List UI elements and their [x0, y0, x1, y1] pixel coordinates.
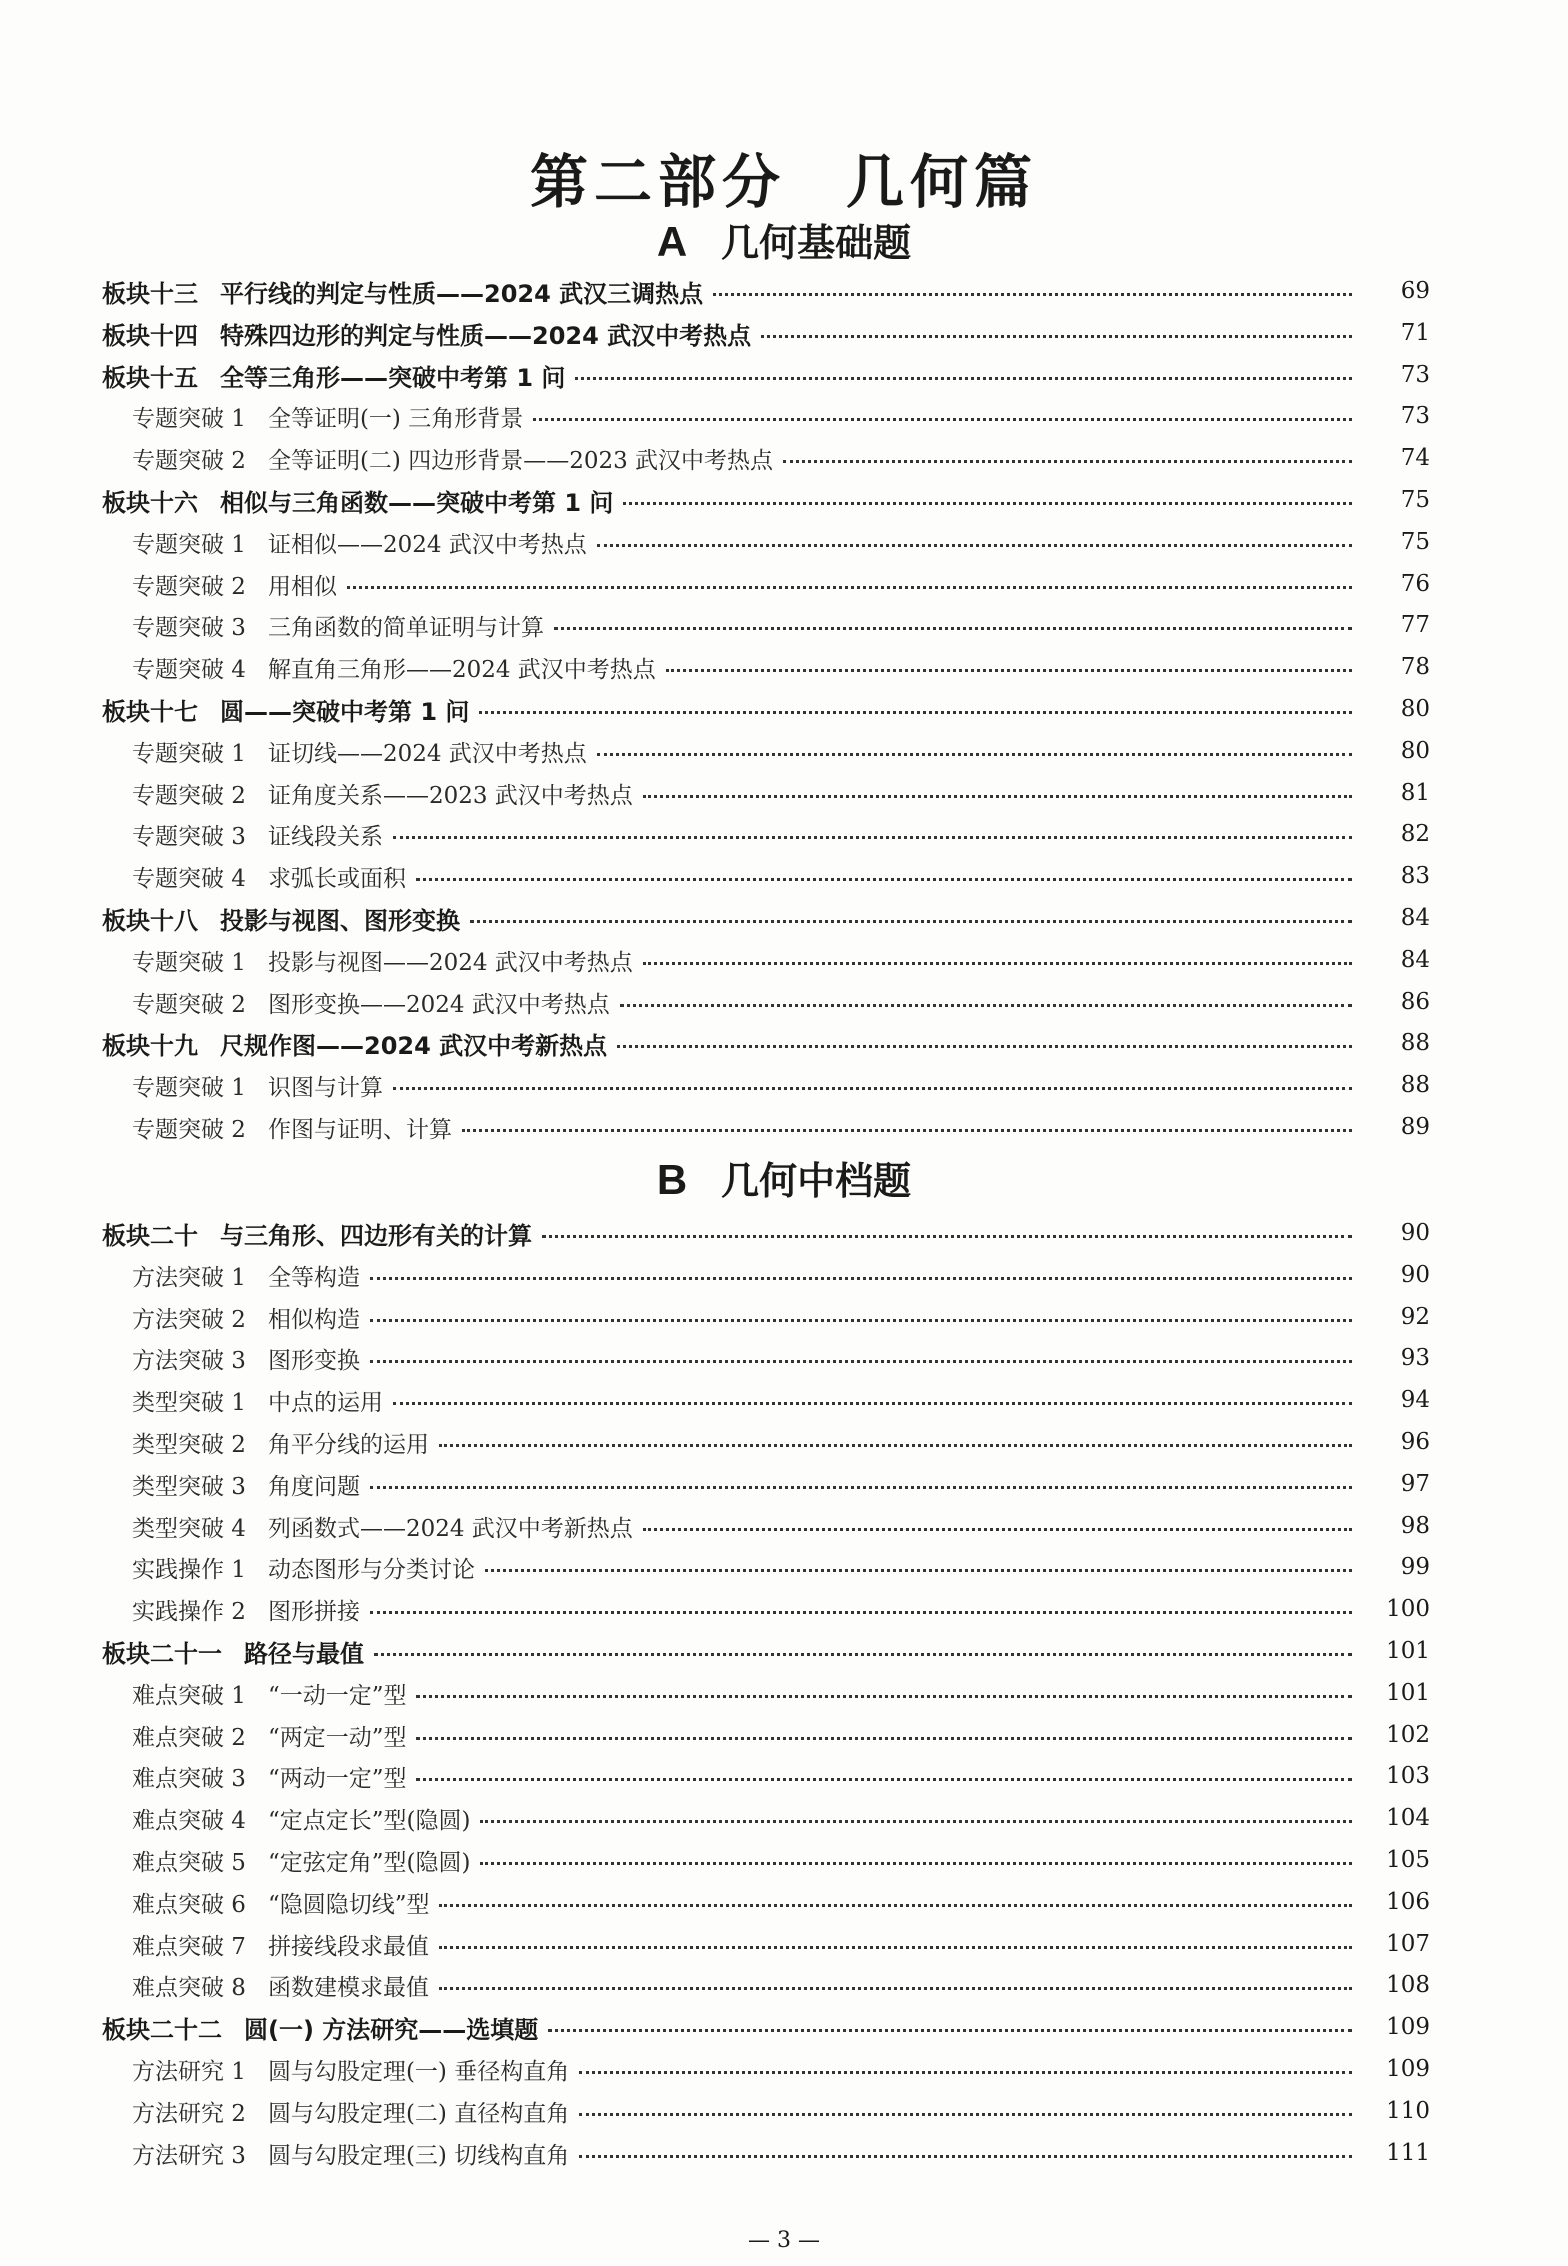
toc-entry-page: 109	[1386, 2014, 1430, 2040]
toc-entry-title: 证角度关系——2023 武汉中考热点	[267, 782, 633, 809]
toc-entry-label: 板块十三	[102, 279, 198, 308]
toc-entry-text	[132, 1426, 429, 1459]
toc-entry-label: 专题突破 4	[132, 865, 246, 892]
toc-entry-page: 100	[1386, 1596, 1430, 1622]
toc-entry-title: 证线段关系	[267, 823, 383, 850]
toc-entry-topic[interactable]	[0, 1421, 1568, 1463]
toc-entry-label: 方法突破 1	[132, 1264, 246, 1291]
toc-entry-text	[102, 2010, 538, 2045]
dot-leader	[761, 333, 1352, 338]
dot-leader	[439, 1944, 1352, 1949]
toc-entry-page: 101	[1386, 1638, 1430, 1664]
toc-entry-text	[132, 651, 656, 684]
dot-leader	[370, 1609, 1352, 1614]
part-name: 几何篇	[846, 148, 1039, 216]
toc-entry-title: 圆与勾股定理(三) 切线构直角	[267, 2142, 570, 2169]
toc-entry-page: 97	[1400, 1471, 1430, 1497]
dot-leader	[617, 1043, 1352, 1048]
toc-entry-block[interactable]	[0, 1022, 1568, 1064]
toc-entry-text	[132, 1301, 360, 1334]
section-name: 几何中档题	[721, 1159, 912, 1203]
toc-entry-text	[132, 1259, 360, 1292]
toc-entry-title: “定点定长”型(隐圆)	[267, 1807, 471, 1834]
toc-entry-title: 全等三角形——突破中考第 1 问	[220, 363, 566, 392]
toc-entry-topic[interactable]	[0, 1797, 1568, 1839]
part-label: 第二部分	[529, 148, 786, 216]
toc-entry-label: 专题突破 1	[132, 531, 246, 558]
toc-entry-title: 列函数式——2024 武汉中考新热点	[267, 1515, 633, 1542]
dot-leader	[542, 1233, 1352, 1238]
dot-leader	[713, 291, 1352, 296]
toc-entry-page: 86	[1400, 989, 1430, 1015]
toc-entry-text	[132, 2095, 569, 2128]
toc-entry-topic[interactable]	[0, 521, 1568, 563]
toc-entry-page: 75	[1400, 529, 1430, 555]
dot-leader	[643, 1526, 1352, 1531]
toc-entry-page: 94	[1400, 1387, 1430, 1413]
toc-entry-page: 88	[1400, 1030, 1430, 1056]
dot-leader	[347, 584, 1352, 589]
toc-entry-title: 投影与视图、图形变换	[220, 906, 460, 935]
toc-entry-label: 板块十九	[102, 1031, 198, 1060]
toc-entry-page: 98	[1400, 1513, 1430, 1539]
toc-entry-text	[132, 860, 406, 893]
toc-entry-block[interactable]	[0, 354, 1568, 396]
toc-entry-text	[132, 1677, 406, 1710]
toc-entry-page: 92	[1400, 1304, 1430, 1330]
dot-leader	[620, 1002, 1352, 1007]
toc-entry-page: 76	[1400, 571, 1430, 597]
toc-entry-title: 作图与证明、计算	[267, 1116, 452, 1143]
section-letter: B	[656, 1156, 688, 1203]
toc-entry-page: 80	[1400, 738, 1430, 764]
toc-entry-text	[132, 2053, 569, 2086]
toc-entry-label: 专题突破 1	[132, 405, 246, 432]
toc-entry-topic[interactable]	[0, 1505, 1568, 1547]
toc-entry-label: 板块十六	[102, 488, 198, 517]
toc-entry-page: 96	[1400, 1429, 1430, 1455]
toc-entry-title: 用相似	[267, 573, 337, 600]
toc-entry-page: 107	[1386, 1931, 1430, 1957]
toc-entry-page: 102	[1386, 1722, 1430, 1748]
toc-entry-label: 专题突破 1	[132, 740, 246, 767]
dot-leader	[416, 1776, 1352, 1781]
toc-entry-topic[interactable]	[0, 730, 1568, 772]
toc-entry-text	[132, 1384, 383, 1417]
toc-entry-label: 方法研究 3	[132, 2142, 246, 2169]
dot-leader	[416, 876, 1352, 881]
toc-entry-page: 110	[1386, 2098, 1430, 2124]
toc-entry-page: 89	[1400, 1114, 1430, 1140]
toc-entry-title: 识图与计算	[267, 1074, 383, 1101]
dot-leader	[439, 1902, 1352, 1907]
dot-leader	[439, 1442, 1352, 1447]
toc-entry-title: 角平分线的运用	[267, 1431, 429, 1458]
toc-entry-title: 全等证明(一) 三角形背景	[267, 405, 524, 432]
toc-entry-title: 求弧长或面积	[267, 865, 406, 892]
dot-leader	[370, 1275, 1352, 1280]
toc-entry-page: 90	[1400, 1220, 1430, 1246]
dot-leader	[597, 751, 1352, 756]
dot-leader	[579, 2153, 1352, 2158]
toc-entry-title: 相似与三角函数——突破中考第 1 问	[220, 488, 614, 517]
toc-entry-text	[102, 358, 565, 393]
toc-entry-page: 90	[1400, 1262, 1430, 1288]
toc-entry-topic[interactable]	[0, 1463, 1568, 1505]
dot-leader	[370, 1358, 1352, 1363]
section-heading-a	[0, 212, 1568, 272]
toc-entry-page: 105	[1386, 1847, 1430, 1873]
toc-entry-text	[132, 2137, 569, 2170]
toc-entry-title: 解直角三角形——2024 武汉中考热点	[267, 656, 656, 683]
toc-entry-topic[interactable]	[0, 813, 1568, 855]
toc-entry-topic[interactable]	[0, 1839, 1568, 1881]
toc-entry-text	[102, 483, 613, 518]
toc-entry-topic[interactable]	[0, 2132, 1568, 2174]
toc-entry-text	[132, 735, 587, 768]
toc-entry-text	[132, 818, 383, 851]
toc-entry-title: 与三角形、四边形有关的计算	[220, 1221, 532, 1250]
toc-entry-text	[102, 274, 703, 309]
toc-entry-text	[132, 1844, 470, 1877]
toc-entry-title: 圆与勾股定理(二) 直径构直角	[267, 2100, 570, 2127]
toc-entry-page: 81	[1400, 780, 1430, 806]
toc-entry-label: 类型突破 1	[132, 1389, 246, 1416]
toc-entry-title: “隐圆隐切线”型	[267, 1891, 430, 1918]
toc-entry-label: 方法研究 2	[132, 2100, 246, 2127]
toc-entry-topic[interactable]	[0, 563, 1568, 605]
dot-leader	[416, 1735, 1352, 1740]
toc-entry-topic[interactable]	[0, 395, 1568, 437]
toc-entry-topic[interactable]	[0, 981, 1568, 1023]
toc-entry-label: 难点突破 2	[132, 1724, 246, 1751]
toc-entry-page: 73	[1400, 403, 1430, 429]
toc-entry-page: 84	[1400, 947, 1430, 973]
toc-entry-text	[102, 316, 751, 351]
toc-entry-title: 函数建模求最值	[267, 1974, 429, 2001]
toc-entry-title: 尺规作图——2024 武汉中考新热点	[220, 1031, 608, 1060]
toc-entry-label: 类型突破 3	[132, 1473, 246, 1500]
toc-entry-block[interactable]	[0, 1212, 1568, 1254]
toc-entry-title: 图形变换——2024 武汉中考热点	[267, 991, 610, 1018]
toc-entry-label: 专题突破 2	[132, 1116, 246, 1143]
toc-entry-text	[132, 1510, 633, 1543]
section-heading-b	[0, 1150, 1568, 1210]
toc-entry-text	[132, 526, 587, 559]
dot-leader	[554, 625, 1352, 630]
toc-entry-title: 全等证明(二) 四边形背景——2023 武汉中考热点	[267, 447, 774, 474]
page-number: — 3 —	[748, 2228, 820, 2253]
toc-entry-page: 88	[1400, 1072, 1430, 1098]
toc-entry-topic[interactable]	[0, 1714, 1568, 1756]
toc-entry-label: 专题突破 2	[132, 447, 246, 474]
toc-entry-page: 104	[1386, 1805, 1430, 1831]
toc-entry-text	[132, 400, 523, 433]
toc-entry-text	[102, 692, 469, 727]
toc-entry-label: 难点突破 3	[132, 1765, 246, 1792]
dot-leader	[416, 1693, 1352, 1698]
dot-leader	[370, 1317, 1352, 1322]
toc-entry-text	[102, 901, 460, 936]
dot-leader	[548, 2027, 1352, 2032]
toc-entry-title: “定弦定角”型(隐圆)	[267, 1849, 471, 1876]
toc-entry-page: 109	[1386, 2056, 1430, 2082]
dot-leader	[579, 2111, 1352, 2116]
toc-entry-label: 板块二十	[102, 1221, 198, 1250]
dot-leader	[439, 1985, 1352, 1990]
toc-entry-label: 板块十四	[102, 321, 198, 350]
toc-entry-page: 111	[1386, 2140, 1430, 2166]
toc-entry-block[interactable]	[0, 2006, 1568, 2048]
dot-leader	[783, 458, 1352, 463]
toc-entry-text	[132, 1886, 429, 1919]
toc-entry-text	[132, 442, 773, 475]
toc-entry-block[interactable]	[0, 897, 1568, 939]
toc-entry-title: 相似构造	[267, 1306, 360, 1333]
toc-entry-label: 类型突破 2	[132, 1431, 246, 1458]
toc-entry-page: 78	[1400, 654, 1430, 680]
dot-leader	[643, 793, 1352, 798]
toc-entry-block[interactable]	[0, 270, 1568, 312]
toc-entry-topic[interactable]	[0, 1964, 1568, 2006]
dot-leader	[470, 918, 1352, 923]
toc-entry-page: 82	[1400, 821, 1430, 847]
toc-entry-title: 证相似——2024 武汉中考热点	[267, 531, 587, 558]
toc-entry-title: “两定一动”型	[267, 1724, 407, 1751]
toc-entry-page: 73	[1400, 362, 1430, 388]
toc-entry-title: 图形变换	[267, 1347, 360, 1374]
toc-entry-title: 路径与最值	[244, 1639, 364, 1668]
toc-entry-text	[132, 1760, 406, 1793]
page-title	[0, 135, 1568, 215]
toc-entry-text	[102, 1216, 532, 1251]
toc-entry-topic[interactable]	[0, 1379, 1568, 1421]
toc-entry-page: 77	[1400, 612, 1430, 638]
dot-leader	[393, 1085, 1352, 1090]
toc-entry-text	[132, 1342, 360, 1375]
toc-entry-topic[interactable]	[0, 855, 1568, 897]
toc-entry-text	[132, 1969, 429, 2002]
toc-entry-topic[interactable]	[0, 437, 1568, 479]
dot-leader	[462, 1127, 1352, 1132]
toc-entry-title: 圆与勾股定理(一) 垂径构直角	[267, 2058, 570, 2085]
toc-entry-topic[interactable]	[0, 1588, 1568, 1630]
toc-entry-topic[interactable]	[0, 2090, 1568, 2132]
toc-entry-topic[interactable]	[0, 1923, 1568, 1965]
toc-entry-title: 全等构造	[267, 1264, 360, 1291]
toc-entry-title: 平行线的判定与性质——2024 武汉三调热点	[220, 279, 704, 308]
dot-leader	[480, 1860, 1352, 1865]
toc-entry-text	[132, 568, 337, 601]
toc-entry-title: 中点的运用	[267, 1389, 383, 1416]
toc-entry-topic[interactable]	[0, 1755, 1568, 1797]
dot-leader	[374, 1651, 1352, 1656]
dot-leader	[623, 500, 1352, 505]
toc-entry-block[interactable]	[0, 1630, 1568, 1672]
toc-entry-title: “两动一定”型	[267, 1765, 407, 1792]
toc-entry-topic[interactable]	[0, 939, 1568, 981]
section-name: 几何基础题	[721, 221, 912, 265]
toc-entry-topic[interactable]	[0, 1337, 1568, 1379]
toc-entry-page: 101	[1386, 1680, 1430, 1706]
toc-entry-text	[132, 1928, 429, 1961]
toc-entry-page: 74	[1400, 445, 1430, 471]
toc-entry-topic[interactable]	[0, 2048, 1568, 2090]
dot-leader	[479, 709, 1352, 714]
toc-entry-title: 圆——突破中考第 1 问	[220, 697, 470, 726]
toc-entry-text	[132, 1593, 360, 1626]
toc-entry-text	[132, 1111, 452, 1144]
toc-entry-label: 方法突破 2	[132, 1306, 246, 1333]
toc-entry-topic[interactable]	[0, 1881, 1568, 1923]
toc-entry-label: 板块二十二	[102, 2015, 222, 2044]
toc-entry-label: 难点突破 8	[132, 1974, 246, 2001]
toc-entry-text	[132, 986, 610, 1019]
toc-entry-block[interactable]	[0, 479, 1568, 521]
toc-entry-label: 专题突破 1	[132, 949, 246, 976]
toc-entry-block[interactable]	[0, 688, 1568, 730]
toc-entry-topic[interactable]	[0, 772, 1568, 814]
toc-entry-text	[132, 1551, 475, 1584]
toc-entry-label: 类型突破 4	[132, 1515, 246, 1542]
toc-entry-text	[132, 944, 633, 977]
toc-entry-title: 动态图形与分类讨论	[267, 1556, 475, 1583]
toc-entry-label: 专题突破 2	[132, 782, 246, 809]
toc-entry-text	[132, 1802, 470, 1835]
toc-entry-text	[132, 777, 633, 810]
toc-entry-topic[interactable]	[0, 646, 1568, 688]
dot-leader	[579, 2069, 1352, 2074]
toc-entry-label: 实践操作 1	[132, 1556, 246, 1583]
toc-entry-label: 难点突破 5	[132, 1849, 246, 1876]
toc-entry-label: 板块十五	[102, 363, 198, 392]
toc-entry-label: 难点突破 7	[132, 1933, 246, 1960]
toc-entry-page: 84	[1400, 905, 1430, 931]
toc-entry-topic[interactable]	[0, 1546, 1568, 1588]
dot-leader	[666, 667, 1352, 672]
toc-entry-text	[132, 1468, 360, 1501]
toc-entry-page: 75	[1400, 487, 1430, 513]
toc-entry-label: 专题突破 2	[132, 991, 246, 1018]
toc-entry-title: 三角函数的简单证明与计算	[267, 614, 544, 641]
toc-entry-label: 专题突破 1	[132, 1074, 246, 1101]
toc-entry-title: 角度问题	[267, 1473, 360, 1500]
toc-entry-label: 方法突破 3	[132, 1347, 246, 1374]
toc-entry-page: 83	[1400, 863, 1430, 889]
toc-entry-text	[132, 1069, 383, 1102]
toc-entry-page: 69	[1400, 278, 1430, 304]
toc-entry-title: “一动一定”型	[267, 1682, 407, 1709]
toc-entry-page: 103	[1386, 1763, 1430, 1789]
toc-entry-label: 专题突破 2	[132, 573, 246, 600]
section-letter: A	[656, 218, 688, 265]
dot-leader	[370, 1484, 1352, 1489]
dot-leader	[643, 960, 1352, 965]
toc-entry-topic[interactable]	[0, 1672, 1568, 1714]
toc-entry-label: 专题突破 4	[132, 656, 246, 683]
toc-entry-label: 难点突破 6	[132, 1891, 246, 1918]
toc-entry-text	[132, 609, 544, 642]
toc-entry-text	[102, 1026, 607, 1061]
toc-entry-topic[interactable]	[0, 1254, 1568, 1296]
toc-entry-label: 难点突破 4	[132, 1807, 246, 1834]
toc-entry-label: 板块二十一	[102, 1639, 222, 1668]
toc-entry-label: 方法研究 1	[132, 2058, 246, 2085]
dot-leader	[480, 1818, 1352, 1823]
dot-leader	[485, 1567, 1352, 1572]
toc-entry-text	[132, 1719, 406, 1752]
toc-entry-block[interactable]	[0, 312, 1568, 354]
toc-entry-label: 专题突破 3	[132, 614, 246, 641]
toc-entry-label: 难点突破 1	[132, 1682, 246, 1709]
toc-entry-page: 108	[1386, 1972, 1430, 1998]
toc-entry-label: 实践操作 2	[132, 1598, 246, 1625]
toc-entry-text	[102, 1634, 364, 1669]
toc-entry-title: 拼接线段求最值	[267, 1933, 429, 1960]
toc-entry-page: 93	[1400, 1345, 1430, 1371]
toc-entry-page: 80	[1400, 696, 1430, 722]
toc-entry-page: 106	[1386, 1889, 1430, 1915]
toc-entry-title: 图形拼接	[267, 1598, 360, 1625]
toc-entry-page: 71	[1400, 320, 1430, 346]
dot-leader	[575, 375, 1352, 380]
toc-entry-title: 投影与视图——2024 武汉中考热点	[267, 949, 633, 976]
toc-entry-title: 证切线——2024 武汉中考热点	[267, 740, 587, 767]
dot-leader	[533, 416, 1352, 421]
toc-entry-topic[interactable]	[0, 1064, 1568, 1106]
toc-entry-label: 板块十七	[102, 697, 198, 726]
toc-entry-topic[interactable]	[0, 1106, 1568, 1148]
toc-entry-label: 专题突破 3	[132, 823, 246, 850]
dot-leader	[597, 542, 1352, 547]
dot-leader	[393, 834, 1352, 839]
toc-entry-title: 圆(一) 方法研究——选填题	[244, 2015, 539, 2044]
toc-entry-page: 99	[1400, 1554, 1430, 1580]
dot-leader	[393, 1400, 1352, 1405]
toc-entry-topic[interactable]	[0, 1296, 1568, 1338]
toc-entry-label: 板块十八	[102, 906, 198, 935]
toc-entry-title: 特殊四边形的判定与性质——2024 武汉中考热点	[220, 321, 752, 350]
toc-entry-topic[interactable]	[0, 604, 1568, 646]
